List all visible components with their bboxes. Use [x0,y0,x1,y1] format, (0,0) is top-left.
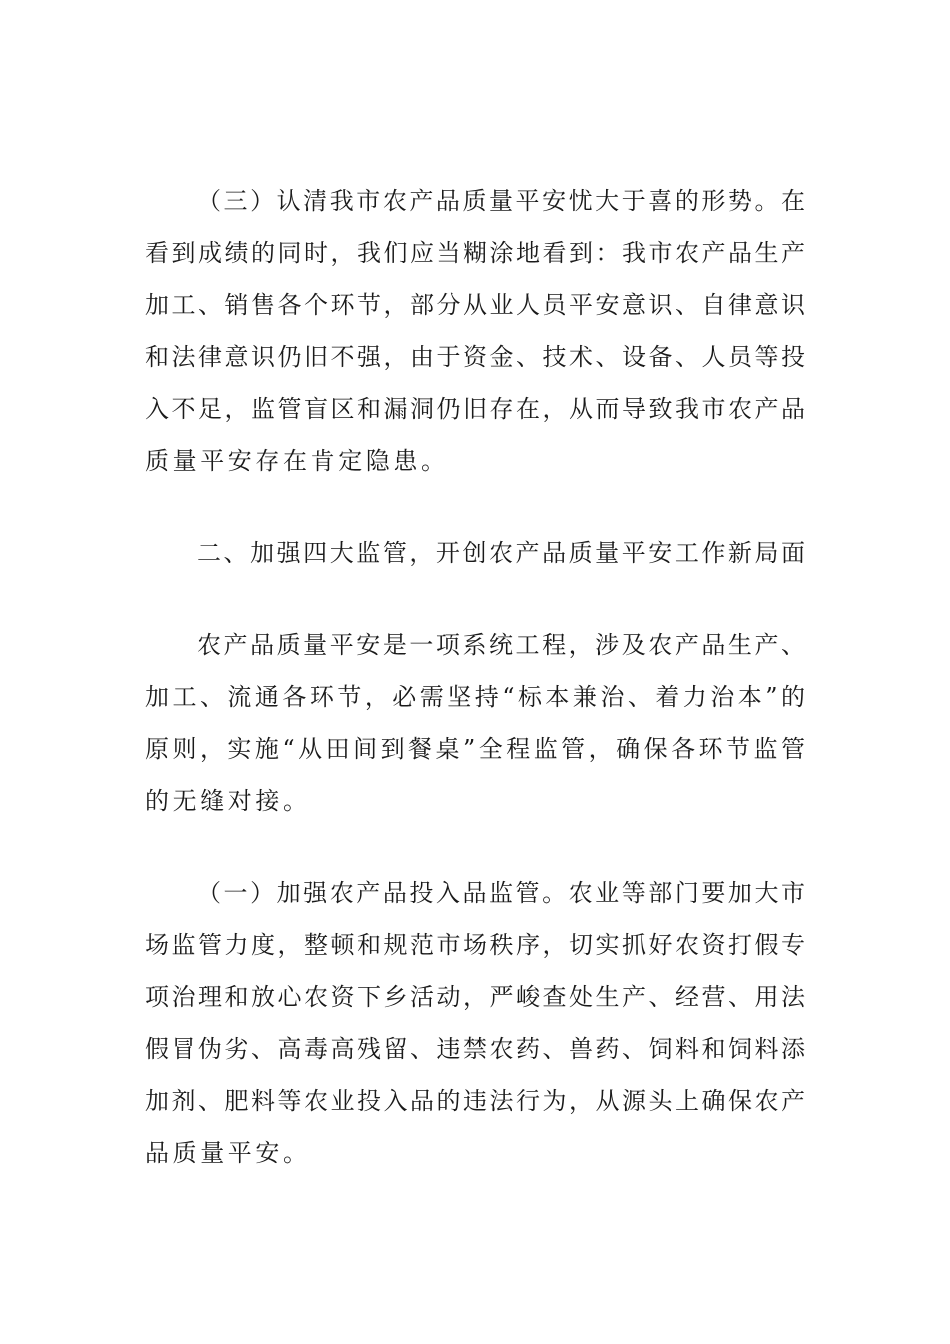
text-line: 的无缝对接。 [145,787,311,815]
text-line: （三）认清我市农产品质量平安忧大于喜的形势。在 [197,187,805,215]
text-line: 加工、销售各个环节，部分从业人员平安意识、自律意识 [145,291,805,319]
heading-line: 二、加强四大监管，开创农产品质量平安工作新局面 [197,539,805,567]
text-line: 加工、流通各环节，必需坚持“标本兼治、着力治本”的 [145,683,805,711]
text-line: 看到成绩的同时，我们应当糊涂地看到：我市农产品生产 [145,239,805,267]
text-line: 和法律意识仍旧不强，由于资金、技术、设备、人员等投 [145,343,805,371]
text-line: 场监管力度，整顿和规范市场秩序，切实抓好农资打假专 [145,931,805,959]
text-line: 农产品质量平安是一项系统工程，涉及农产品生产、 [197,631,805,659]
text-line: 原则，实施“从田间到餐桌”全程监管，确保各环节监管 [145,735,805,763]
text-line: 假冒伪劣、高毒高残留、违禁农药、兽药、饲料和饲料添 [145,1035,805,1063]
text-line: 品质量平安。 [145,1139,311,1167]
text-line: 项治理和放心农资下乡活动，严峻查处生产、经营、用法 [145,983,805,1011]
text-line: 入不足，监管盲区和漏洞仍旧存在，从而导致我市农产品 [145,395,805,423]
text-line: 加剂、肥料等农业投入品的违法行为，从源头上确保农产 [145,1087,805,1115]
text-line: （一）加强农产品投入品监管。农业等部门要加大市 [197,879,805,907]
text-line: 质量平安存在肯定隐患。 [145,447,449,475]
